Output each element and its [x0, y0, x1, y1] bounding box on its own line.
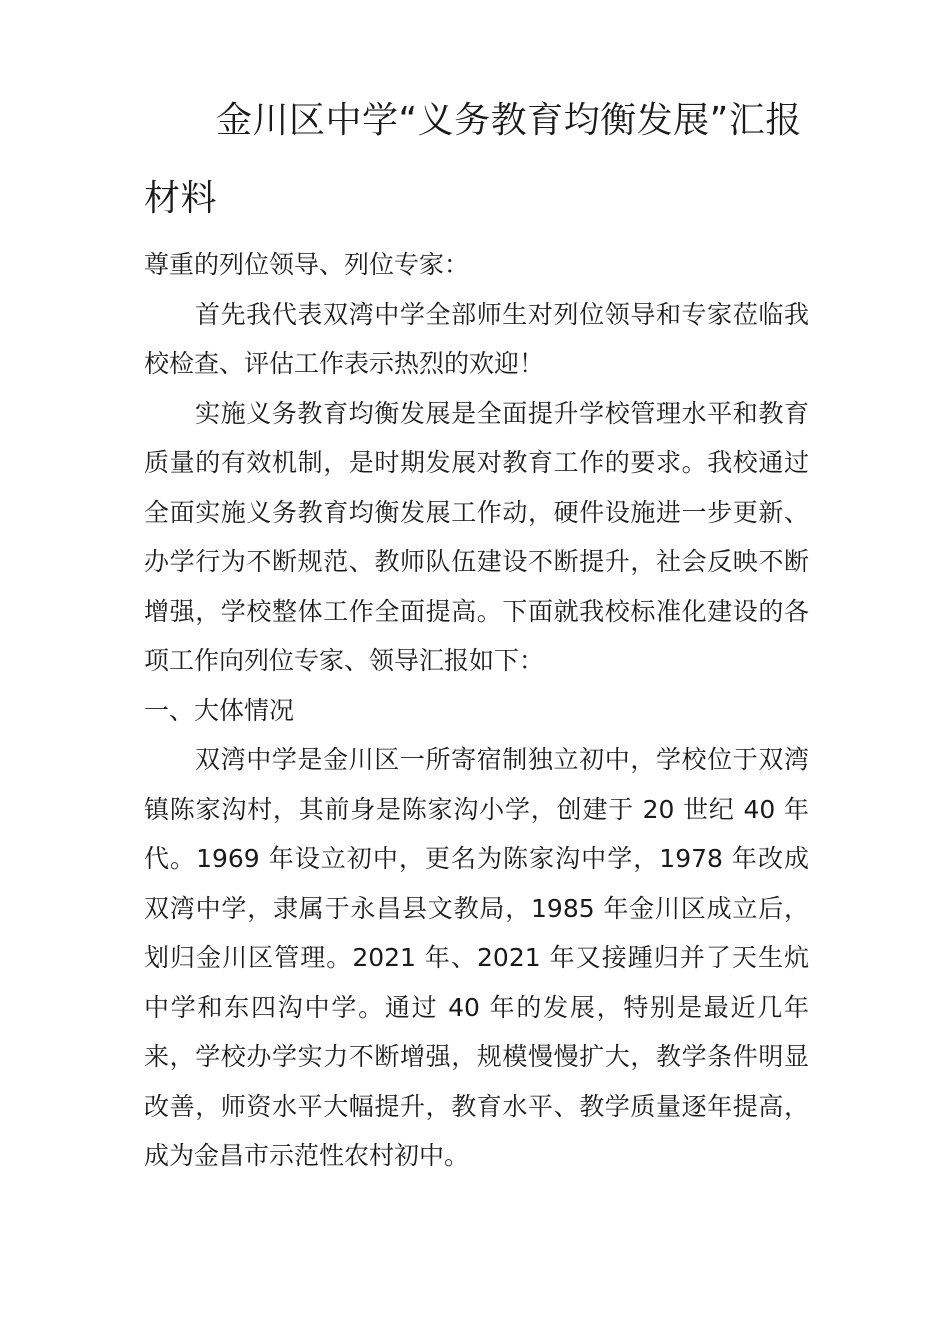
paragraph-school-overview: 双湾中学是金川区一所寄宿制独立初中，学校位于双湾镇陈家沟村，其前身是陈家沟小学，创建于 20 世纪 40 年代。1969 年设立初中，更名为陈家沟中学，1978 年改成双湾中学，隶属于永昌县文教局，1985 年金川区成立后，划归金川区管理。2021 年、2021 年又接踵归并了天生炕中学和东四沟中学。通过 40 年的发展，特别是最近几年来，学校办学实力不断增强，规模慢慢扩大，教学条件明显改善，师资水平大幅提升，教育水平、教学质量逐年提高，成为金昌市示范性农村初中。 [144, 745, 809, 1170]
salutation: 尊重的列位领导、列位专家： [144, 250, 470, 279]
section-heading: 一、大体情况 [144, 695, 295, 725]
document-body [144, 240, 809, 1181]
paragraph-welcome: 首先我代表双湾中学全部师生对列位领导和专家莅临我校检查、评估工作表示热烈的欢迎！ [144, 299, 809, 378]
document-title: 金川区中学“义务教育均衡发展”汇报材料 [144, 100, 802, 219]
paragraph-introduction: 实施义务教育均衡发展是全面提升学校管理水平和教育质量的有效机制，是时期发展对教育工作的要求。我校通过全面实施义务教育均衡发展工作动，硬件设施进一步更新、办学行为不断规范、教师队伍建设不断提升，社会反映不断增强，学校整体工作全面提高。下面就我校标准化建设的各项工作向列位专家、领导汇报如下： [144, 398, 809, 675]
